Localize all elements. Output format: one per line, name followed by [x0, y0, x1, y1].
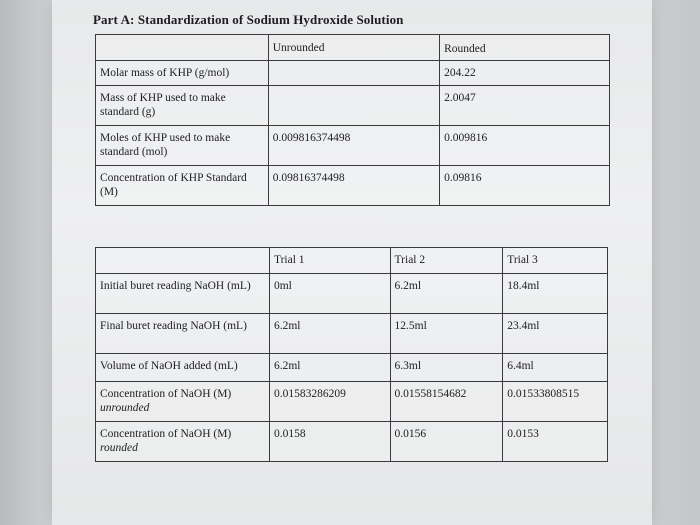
row-label-text: Volume of NaOH added (mL) [100, 360, 238, 372]
rounded-cell: 0.009816 [440, 126, 610, 166]
header-cell-trial-2: Trial 2 [390, 248, 503, 274]
unrounded-cell: 0.009816374498 [268, 126, 439, 166]
table-row [96, 126, 610, 166]
trial-3-cell: 0.0153 [503, 422, 608, 462]
trial-3-cell: 23.4ml [503, 314, 608, 354]
header-cell-rounded: Rounded [440, 35, 610, 61]
table-row [96, 61, 610, 86]
trial-3-cell: 18.4ml [503, 274, 608, 314]
unrounded-cell: 0.09816374498 [268, 166, 439, 206]
trial-1-cell: 6.2ml [269, 314, 390, 354]
trial-2-cell: 6.2ml [390, 274, 503, 314]
trial-1-cell: 0.0158 [269, 422, 390, 462]
unrounded-cell [268, 86, 439, 126]
header-cell-trial-3: Trial 3 [503, 248, 608, 274]
table-row [96, 274, 608, 314]
trial-2-cell: 0.01558154682 [390, 382, 503, 422]
khp-standard-table [95, 34, 610, 206]
row-label [96, 354, 270, 382]
unrounded-cell [268, 61, 439, 86]
row-label-text: Initial buret reading NaOH (mL) [100, 280, 251, 292]
header-cell-unrounded: Unrounded [268, 35, 439, 61]
table-row [96, 382, 608, 422]
row-label-text: Concentration of NaOH (M) [100, 388, 232, 400]
row-note: unrounded [100, 402, 150, 414]
table-row [96, 354, 608, 382]
row-note: rounded [100, 442, 138, 454]
trial-2-cell: 6.3ml [390, 354, 503, 382]
table-header-row [96, 35, 610, 61]
page-title: Part A: Standardization of Sodium Hydroxide Solution [93, 12, 404, 27]
trial-1-cell: 0ml [269, 274, 390, 314]
trial-1-cell: 0.01583286209 [269, 382, 390, 422]
trial-3-cell: 0.01533808515 [503, 382, 608, 422]
row-label-text: Final buret reading NaOH (mL) [100, 320, 247, 332]
row-label: Concentration of KHP Standard (M) [96, 166, 269, 206]
row-label [96, 422, 270, 462]
rounded-cell: 2.0047 [440, 86, 610, 126]
rounded-cell: 0.09816 [440, 166, 610, 206]
row-label-text: Concentration of NaOH (M) [100, 428, 232, 440]
trial-3-cell: 6.4ml [503, 354, 608, 382]
rounded-cell: 204.22 [440, 61, 610, 86]
header-cell-blank [96, 35, 269, 61]
trial-1-cell: 6.2ml [269, 354, 390, 382]
table-row [96, 422, 608, 462]
trial-2-cell: 0.0156 [390, 422, 503, 462]
row-label [96, 314, 270, 354]
row-label: Moles of KHP used to make standard (mol) [96, 126, 269, 166]
table-row [96, 314, 608, 354]
table-row [96, 86, 610, 126]
row-label: Molar mass of KHP (g/mol) [96, 61, 269, 86]
header-cell-trial-1: Trial 1 [269, 248, 390, 274]
row-label: Mass of KHP used to make standard (g) [96, 86, 269, 126]
row-label [96, 274, 270, 314]
header-cell-blank [96, 248, 270, 274]
row-label [96, 382, 270, 422]
naoh-trials-table [95, 247, 608, 462]
table-row [96, 166, 610, 206]
table-header-row [96, 248, 608, 274]
trial-2-cell: 12.5ml [390, 314, 503, 354]
